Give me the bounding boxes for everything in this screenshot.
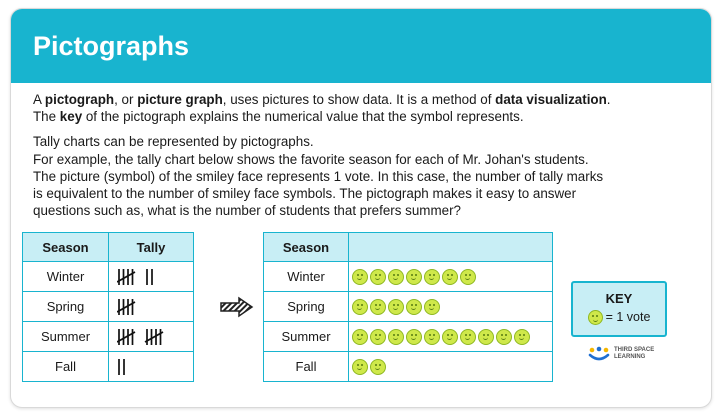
season-cell: Fall bbox=[23, 352, 109, 382]
text-line: Tally charts can be represented by pictographs. bbox=[33, 134, 314, 150]
term-key: key bbox=[59, 109, 83, 125]
brand-logo bbox=[588, 346, 654, 362]
smiley-face-icon bbox=[460, 269, 476, 285]
season-cell: Fall bbox=[264, 352, 349, 382]
smiley-face-icon bbox=[460, 329, 476, 345]
term-pictograph: pictograph bbox=[44, 92, 115, 107]
smiley-face-icon bbox=[352, 299, 368, 315]
table-row bbox=[264, 292, 553, 322]
season-cell: Spring bbox=[264, 292, 349, 322]
logo-text-line: THIRD SPACE bbox=[614, 347, 655, 353]
smiley-face-icon bbox=[406, 329, 422, 345]
text-run: The bbox=[33, 109, 60, 125]
season-cell: Spring bbox=[23, 292, 109, 322]
column-header: Season bbox=[264, 233, 349, 262]
key-title: KEY bbox=[605, 291, 633, 306]
smiley-face-icon bbox=[370, 359, 386, 375]
tally-cell bbox=[109, 292, 194, 322]
tally-chart bbox=[22, 232, 194, 382]
header-banner bbox=[11, 9, 711, 83]
smiley-face-icon bbox=[424, 329, 440, 345]
text-run: , uses pictures to show data. It is a method of bbox=[222, 92, 496, 107]
tally-cell bbox=[109, 262, 194, 292]
example-paragraph bbox=[33, 133, 689, 219]
pictograph-chart bbox=[263, 232, 553, 382]
key-value: = 1 vote bbox=[605, 310, 651, 324]
season-cell: Summer bbox=[23, 322, 109, 352]
tally-marks bbox=[117, 327, 179, 347]
smiley-face-icon bbox=[406, 269, 422, 285]
text-run: A bbox=[33, 92, 45, 107]
tally-cell bbox=[109, 322, 194, 352]
smiley-face-icon bbox=[388, 329, 404, 345]
smiley-cell bbox=[349, 262, 553, 292]
text-run: , or bbox=[114, 92, 138, 107]
smiley-cell bbox=[349, 292, 553, 322]
smiley-face-icon bbox=[370, 299, 386, 315]
smiley-face-icon bbox=[406, 299, 422, 315]
table-row bbox=[264, 322, 553, 352]
smiley-face-icon bbox=[370, 329, 386, 345]
text-line: For example, the tally chart below shows the favorite season for each of Mr. Johan's students. bbox=[33, 151, 589, 167]
smiley-face-icon bbox=[388, 299, 404, 315]
tally-marks bbox=[117, 267, 161, 287]
tally-cell bbox=[109, 352, 194, 382]
smiley-face-icon bbox=[496, 329, 512, 345]
smiley-face-icon bbox=[352, 329, 368, 345]
smiley-face-icon bbox=[514, 329, 530, 345]
smiley-face-icon bbox=[352, 269, 368, 285]
key-box bbox=[571, 281, 667, 337]
table-row bbox=[23, 292, 194, 322]
table-row bbox=[264, 352, 553, 382]
logo-text-line: LEARNING bbox=[614, 354, 646, 360]
season-cell: Winter bbox=[23, 262, 109, 292]
smiley-face-icon bbox=[352, 359, 368, 375]
smiley-face-icon bbox=[588, 310, 603, 325]
text-run: . bbox=[606, 92, 611, 107]
definition-paragraph bbox=[33, 91, 689, 125]
smiley-cell bbox=[349, 352, 553, 382]
smiley-cell bbox=[349, 322, 553, 352]
key-row bbox=[573, 310, 665, 325]
table-row bbox=[23, 322, 194, 352]
smiley-face-icon bbox=[370, 269, 386, 285]
column-header bbox=[349, 233, 553, 262]
logo-icon bbox=[588, 346, 610, 362]
tally-marks bbox=[117, 357, 133, 377]
season-cell: Summer bbox=[264, 322, 349, 352]
smiley-face-icon bbox=[424, 299, 440, 315]
page-title: Pictographs bbox=[33, 30, 190, 61]
column-header: Tally bbox=[109, 233, 194, 262]
text-line: is equivalent to the number of smiley face symbols. The pictograph makes it easy to answer bbox=[33, 186, 577, 202]
column-header: Season bbox=[23, 233, 109, 262]
table-row bbox=[23, 352, 194, 382]
term-picture-graph: picture graph bbox=[137, 92, 223, 107]
smiley-face-icon bbox=[442, 269, 458, 285]
term-data-visualization: data visualization bbox=[495, 92, 607, 107]
smiley-face-icon bbox=[388, 269, 404, 285]
text-line: The picture (symbol) of the smiley face represents 1 vote. In this case, the number of tally marks bbox=[33, 168, 604, 184]
smiley-face-icon bbox=[424, 269, 440, 285]
tally-marks bbox=[117, 297, 151, 317]
season-cell: Winter bbox=[264, 262, 349, 292]
smiley-face-icon bbox=[442, 329, 458, 345]
smiley-face-icon bbox=[478, 329, 494, 345]
table-row bbox=[23, 262, 194, 292]
striped-arrow-icon bbox=[220, 296, 254, 323]
intro-text bbox=[11, 83, 711, 219]
text-line: questions such as, what is the number of students that prefers summer? bbox=[33, 203, 461, 219]
text-run: of the pictograph explains the numerical value that the symbol represents. bbox=[82, 109, 524, 125]
table-row bbox=[264, 262, 553, 292]
